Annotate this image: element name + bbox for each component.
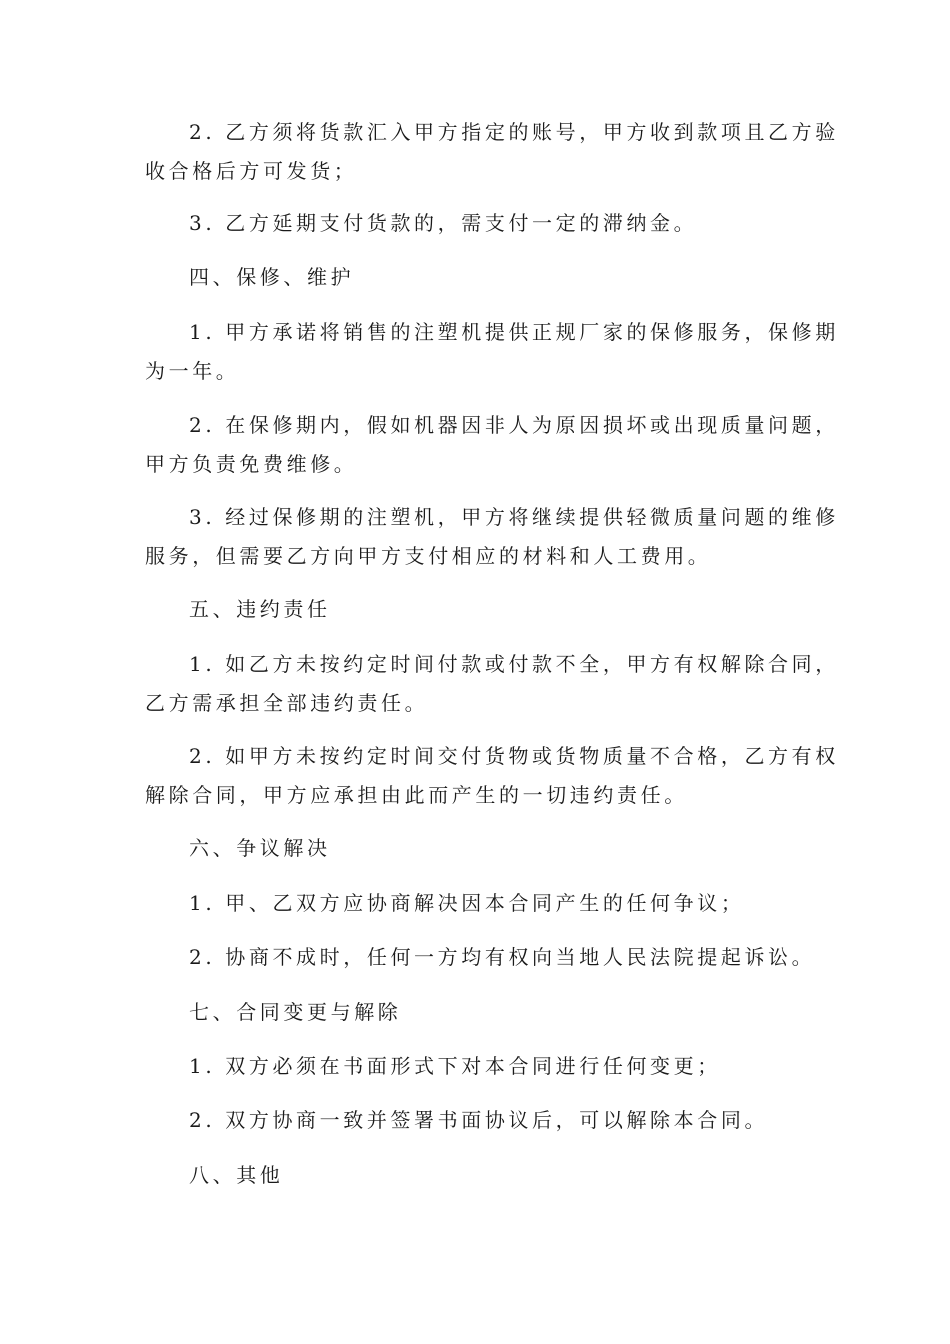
text-line: 解除合同，甲方应承担由此而产生的一切违约责任。	[145, 783, 688, 807]
clause-6-1-negotiation	[145, 884, 810, 923]
clause-7-2-termination	[145, 1101, 810, 1140]
clause-6-2-litigation	[145, 938, 816, 977]
text-line: 2. 乙方须将货款汇入甲方指定的账号，甲方收到款项且乙方验	[189, 120, 839, 144]
clause-7-1-written-amendment	[145, 1047, 810, 1086]
text-line: 八、其他	[189, 1163, 284, 1187]
clause-3-3-late-fee	[145, 204, 810, 243]
text-line: 1. 双方必须在书面形式下对本合同进行任何变更；	[189, 1054, 721, 1078]
text-line: 1. 甲、乙双方应协商解决因本合同产生的任何争议；	[189, 891, 745, 915]
section-heading-dispute-resolution	[145, 829, 810, 868]
text-line: 乙方需承担全部违约责任。	[145, 691, 429, 715]
text-line: 为一年。	[145, 359, 240, 383]
clause-4-3-post-warranty-service	[145, 498, 839, 576]
section-heading-amendment-termination	[145, 993, 810, 1032]
clause-4-2-free-repair	[145, 406, 839, 484]
section-heading-warranty	[145, 258, 810, 297]
clause-5-2-seller-breach	[145, 737, 839, 815]
section-heading-breach-liability	[145, 590, 810, 629]
text-line: 1. 如乙方未按约定时间付款或付款不全，甲方有权解除合同，	[189, 652, 839, 676]
text-line: 2. 协商不成时，任何一方均有权向当地人民法院提起诉讼。	[189, 945, 816, 969]
text-line: 六、争议解决	[189, 836, 331, 860]
text-line: 服务，但需要乙方向甲方支付相应的材料和人工费用。	[145, 544, 712, 568]
text-line: 四、保修、维护	[189, 265, 355, 289]
text-line: 2. 双方协商一致并签署书面协议后，可以解除本合同。	[189, 1108, 769, 1132]
clause-5-1-buyer-breach	[145, 645, 839, 723]
text-line: 3. 乙方延期支付货款的，需支付一定的滞纳金。	[189, 211, 698, 235]
text-line: 2. 在保修期内，假如机器因非人为原因损坏或出现质量问题，	[189, 413, 839, 437]
text-line: 3. 经过保修期的注塑机，甲方将继续提供轻微质量问题的维修	[189, 505, 839, 529]
text-line: 甲方负责免费维修。	[145, 452, 358, 476]
text-line: 收合格后方可发货；	[145, 159, 358, 183]
clause-4-1-warranty-period	[145, 313, 839, 391]
text-line: 五、违约责任	[189, 597, 331, 621]
text-line: 1. 甲方承诺将销售的注塑机提供正规厂家的保修服务，保修期	[189, 320, 839, 344]
clause-3-2-payment-account	[145, 113, 839, 191]
section-heading-other	[145, 1156, 810, 1195]
text-line: 2. 如甲方未按约定时间交付货物或货物质量不合格，乙方有权	[189, 744, 839, 768]
text-line: 七、合同变更与解除	[189, 1000, 402, 1024]
